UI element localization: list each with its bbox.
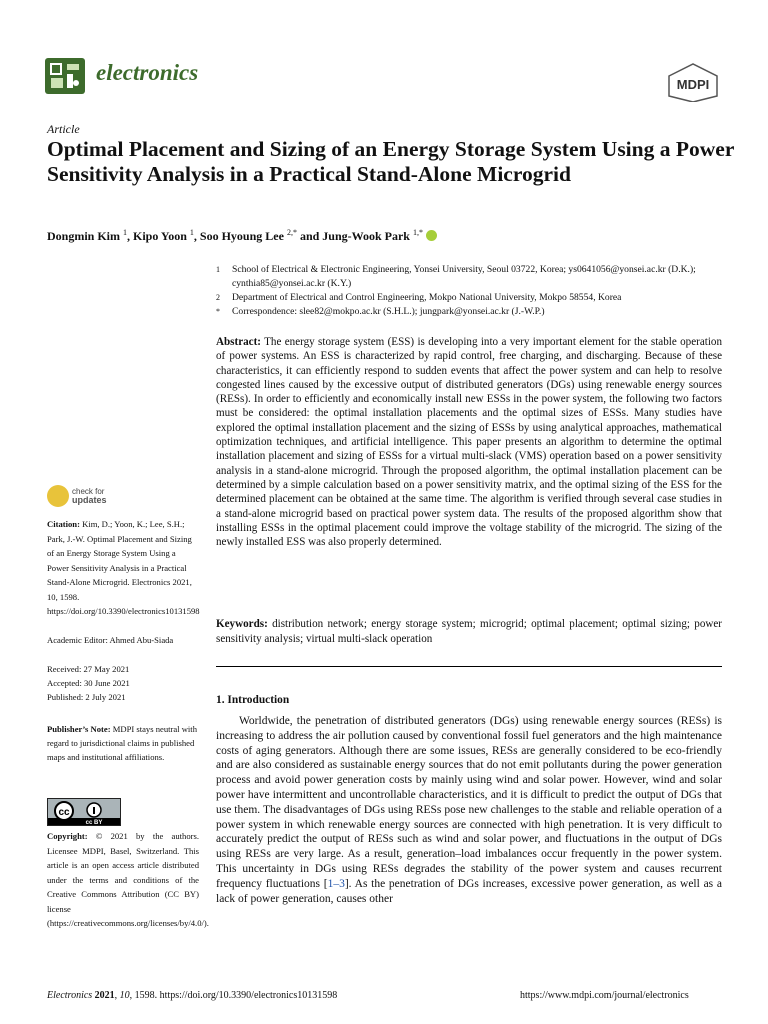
orcid-icon[interactable] [426, 230, 437, 241]
footer-journal: Electronics [47, 990, 93, 1001]
academic-editor: Academic Editor: Ahmed Abu-Siada [47, 635, 174, 645]
keywords [216, 617, 722, 646]
publisher-note-text: MDPI stays neutral with regard to jurisdictional claims in published maps and institutional affiliations. [47, 724, 197, 762]
intro-paragraph [216, 714, 722, 906]
author-affil-sup: 2,* [286, 228, 297, 237]
affiliation-number: * [216, 307, 220, 316]
affiliation-text: Correspondence: slee82@mokpo.ac.kr (S.H.L.); jungpark@yonsei.ac.kr (J.-W.P.) [232, 306, 545, 317]
check-updates-icon [47, 485, 69, 507]
author-affil-sup: 1,* [412, 228, 423, 237]
cc-by-license-icon[interactable] [47, 798, 121, 826]
section-heading: 1. Introduction [216, 694, 290, 706]
article-dates [47, 662, 199, 704]
author-name: Kipo Yoon [133, 229, 187, 243]
citation-block [47, 517, 199, 619]
author-name: Jung-Wook Park [322, 229, 410, 243]
copyright-block [47, 829, 209, 931]
received-date: Received: 27 May 2021 [47, 664, 130, 674]
check-updates-label [72, 487, 107, 505]
author-name: Dongmin Kim [47, 229, 121, 243]
affiliation-item [216, 291, 726, 305]
footer-journal-url[interactable]: https://www.mdpi.com/journal/electronics [520, 990, 689, 1001]
affiliation-text: School of Electrical & Electronic Engineering, Yonsei University, Seoul 03722, Korea; ys0641056@yonsei.ac.kr (D.K.); cynthia85@yonsei.ac.kr (K.Y.) [232, 264, 696, 289]
affiliation-number: 1 [216, 265, 220, 274]
affiliation-item [216, 263, 726, 291]
journal-name: electronics [96, 60, 199, 85]
intro-text-part: ]. As the penetration of DGs increases, excessive power generation, as well as a lack of power generation, causes other [216, 877, 722, 905]
check-updates-line1: check for [72, 487, 105, 496]
svg-text:cc: cc [58, 807, 70, 818]
intro-text-part: Worldwide, the penetration of distributed generators (DGs) using renewable energy sources (RESs) is increasing to address the air pollution caused by conventional fossil fuel generators and the high maintenance costs of aging generators. Although there are some issues, RESs are generally considered to be eco-friendly and are also considered as sustainable energy sources that do not emit pollutants during the power generation process and avoid power generation costs by mainly using wind and solar power. However, wind and solar power have intermittent and uncontrollable characteristics, and it is difficult to predict the output of DGs that use them. The disadvantages of DGs using RESs pose new challenges to the stable and reliable operation of a power system in which renewable energy sources are connected with high penetration. It is very difficult to accurately predict the output of RESs such as wind and solar power, and fluctuations in the output of DGs using RESs are very large. As a result, generation–load imbalances occur frequently in the power system. This uncertainty in DGs using RESs degrades the stability of the power system and causes recurrent frequency fluctuations [ [216, 715, 722, 890]
copyright-label: Copyright: [47, 831, 88, 841]
affiliation-item [216, 305, 726, 319]
accepted-date: Accepted: 30 June 2021 [47, 678, 130, 688]
section-divider [216, 666, 722, 667]
author-affil-sup: 1 [123, 228, 128, 237]
keywords-label: Keywords: [216, 618, 268, 630]
copyright-text: © 2021 by the authors. Licensee MDPI, Basel, Switzerland. This article is an open access article distributed under the terms and conditions of the Creative Commons Attribution (CC BY) license (https://creativecommons.org/licenses/by/4.0/). [47, 831, 209, 928]
footer-citation: Electronics 2021, 10, 1598. https://doi.org/10.3390/electronics10131598 [47, 990, 338, 1001]
footer-volume: 10 [119, 990, 130, 1001]
author-affil-sup: 1 [189, 228, 194, 237]
footer-doi[interactable]: , 1598. https://doi.org/10.3390/electronics10131598 [129, 990, 338, 1001]
journal-logo-icon [45, 58, 85, 94]
abstract-label: Abstract: [216, 336, 261, 348]
mdpi-logo-icon [663, 62, 723, 102]
publisher-note [47, 722, 199, 764]
publisher-name: MDPI [676, 77, 710, 92]
check-for-updates-badge[interactable] [47, 485, 127, 515]
check-updates-line2: updates [72, 495, 107, 505]
citation-text: Kim, D.; Yoon, K.; Lee, S.H.; Park, J.-W. Optimal Placement and Sizing of an Energy Storage System Using a Power Sensitivity Analysis in a Practical Stand-Alone Microgrid. Electronics 2021, 10, 1598. https://doi.org/10.3390/electronics10131598 [47, 519, 200, 616]
published-date: Published: 2 July 2021 [47, 692, 126, 702]
footer-year: 2021 [94, 990, 115, 1001]
article-type: Article [47, 122, 80, 136]
article-title: Optimal Placement and Sizing of an Energy Storage System Using a Power Sensitivity Analysis in a Practical Stand-Alone Microgrid [47, 137, 734, 186]
keywords-text: distribution network; energy storage system; microgrid; optimal placement; optimal sizing; power sensitivity analysis; virtual multi-slack operation [216, 618, 722, 645]
abstract [216, 335, 722, 549]
author-list: Dongmin Kim $^1$, Kipo Yoon $^1$, Soo Hyoung Lee $^{2,*}$ and Jung-Wook Park $^{1,*}$ [47, 228, 437, 244]
abstract-text: The energy storage system (ESS) is developing into a very important element for the stable operation of power systems. An ESS is characterized by rapid control, free charging, and discharging. Because of these characteristics, it can efficiently respond to sudden events that affect the power system and can help to resolve congested lines caused by the excessive output of distributed generators (DGs) using renewable energy sources (RESs). In order to efficiently and economically install new ESSs in the power system, the following two factors must be considered: the optimal installation placements and the optimal sizes of ESSs. Many studies have explored the optimal installation placement and the sizing of ESSs by using analytical approaches, mathematical optimization techniques, and artificial intelligence. This paper presents an algorithm to determine the optimal installation placement and sizing of ESSs for a virtual multi-slack (VMS) operation based on a power sensitivity analysis in a stand-alone microgrid. Through the proposed algorithm, the optimal installation placement can be determined by a simple calculation based on a power sensitivity matrix, and the optimal sizing of the ESS for the determined placement can be obtained at the same time. The algorithm is verified through several case studies in a stand-alone microgrid based on practical power system data. The results of the proposed algorithm show that installing ESSs in the optimal placement could improve the voltage stability of the microgrid. The sizing of the newly installed ESS was also properly determined. [216, 336, 723, 549]
cc-badge-text: cc BY [85, 820, 103, 826]
citation-label: Citation: [47, 519, 80, 529]
affiliations [216, 263, 726, 319]
publisher-note-label: Publisher’s Note: [47, 724, 111, 734]
affiliation-text: Department of Electrical and Control Engineering, Mokpo National University, Mokpo 58554, Korea [232, 292, 622, 303]
affiliation-number: 2 [216, 293, 220, 302]
citation-link[interactable]: 1–3 [327, 877, 345, 890]
author-name: Soo Hyoung Lee [199, 229, 284, 243]
